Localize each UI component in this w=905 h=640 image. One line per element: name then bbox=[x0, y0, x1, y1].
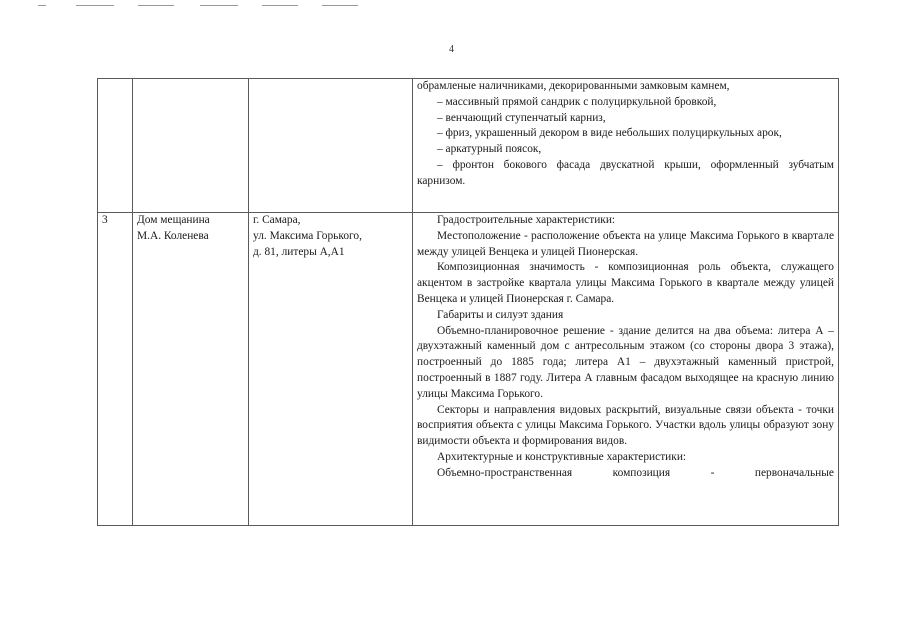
object-address bbox=[249, 79, 413, 213]
object-name bbox=[133, 79, 249, 213]
description-paragraph: Композиционная значимость - композиционная роль объекта, служащего акцентом в застройке квартала улицы Максима Горького в квартале между улицей Венцека и улицей Пионерская г. Самара. bbox=[417, 261, 834, 305]
description-paragraph: Габариты и силуэт здания bbox=[437, 308, 564, 321]
table-row bbox=[98, 79, 839, 213]
table-row bbox=[98, 213, 839, 526]
monuments-table bbox=[97, 78, 839, 526]
scan-top-marks bbox=[0, 0, 905, 8]
page-number: 4 bbox=[449, 44, 454, 55]
object-name-line: М.А. Коленева bbox=[137, 229, 209, 242]
object-address-line: ул. Максима Горького, bbox=[253, 229, 362, 242]
description-paragraph: Секторы и направления видовых раскрытий, визуальные связи объекта - точки восприятия объекта с улицы Максима Горького. Участки вдоль улицы образуют зону видимости объекта и формирования видов. bbox=[417, 403, 834, 448]
description-paragraph: Объемно-планировочное решение - здание делится на два объема: литера А – двухэтажный каменный дом с антресольным этажом (со стороны двора 3 этажа), построенный до 1885 года; литера А1 – двухэтажный каменный пристрой, построенный в 1887 году. Литера А главным фасадом выходящее на красную линию улицы Максима Горького. bbox=[417, 324, 834, 400]
object-name-line: Дом мещанина bbox=[137, 214, 210, 226]
description-paragraph: Градостроительные характеристики: bbox=[437, 214, 616, 226]
description-paragraph: обрамленые наличниками, декорированными замковым камнем, bbox=[417, 80, 730, 92]
object-description bbox=[413, 79, 839, 213]
description-paragraph: Объемно-пространственная композиция - первоначальные bbox=[437, 466, 834, 479]
row-number bbox=[98, 79, 133, 213]
row-number: 3 bbox=[98, 213, 133, 526]
description-paragraph: Местоположение - расположение объекта на улице Максима Горького в квартале между улицей Венцека и улицей Пионерская. bbox=[417, 229, 834, 258]
description-paragraph: Архитектурные и конструктивные характеристики: bbox=[437, 450, 687, 463]
object-description bbox=[413, 213, 839, 526]
description-paragraph: – аркатурный поясок, bbox=[437, 143, 542, 156]
description-paragraph: – фриз, украшенный декором в виде небольших полуциркульных арок, bbox=[437, 127, 782, 140]
object-name bbox=[133, 213, 249, 526]
description-paragraph: – массивный прямой сандрик с полуциркульной бровкой, bbox=[437, 95, 717, 108]
object-address-line: д. 81, литеры А,А1 bbox=[253, 245, 345, 258]
description-paragraph: – фронтон бокового фасада двускатной крыши, оформленный зубчатым карнизом. bbox=[417, 158, 834, 187]
object-address bbox=[249, 213, 413, 526]
object-address-line: г. Самара, bbox=[253, 214, 301, 226]
description-paragraph: – венчающий ступенчатый карниз, bbox=[437, 111, 606, 124]
